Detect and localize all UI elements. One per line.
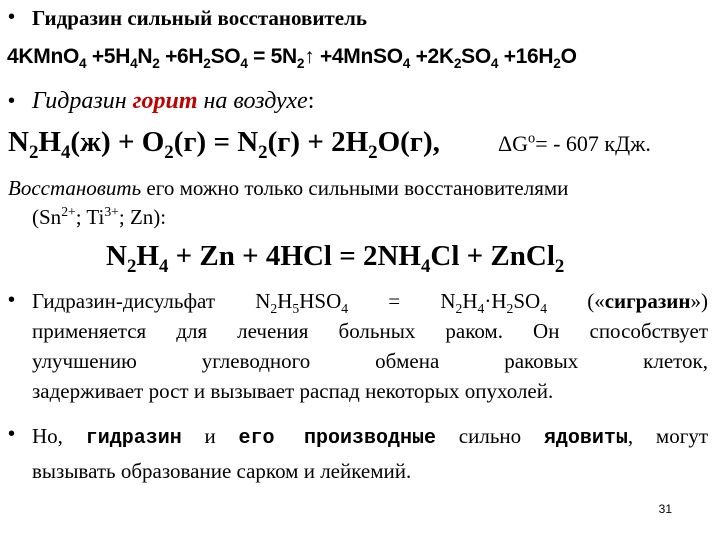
heading-hydrazine-reducer: Гидразин сильный восстановитель	[32, 6, 367, 30]
hydrazine-burns-line: Гидразин горит на воздухе:	[32, 88, 315, 114]
sigrazin-paragraph	[32, 286, 708, 406]
burns-highlight: горит	[132, 88, 198, 114]
bullet: •	[8, 90, 16, 112]
bullet: •	[8, 423, 16, 445]
restore-line: Восстановить его можно только сильными восстановителями	[8, 176, 569, 200]
page-number: 31	[658, 502, 672, 516]
reducers-list: ($Sn^{2+}$; $Ti^{3+}$; Zn):	[32, 204, 167, 229]
equation-zinc: $N_2H_4 + Zn + 4HCl = 2NH_4Cl$ + ZnCl$_2$	[106, 240, 565, 277]
para1-line3: улучшению углеводного обмена раковых клеток,	[32, 349, 708, 373]
para2-line2: вызывать образование сарком и лейкемий.	[32, 459, 412, 483]
bullet: •	[8, 6, 16, 28]
up-arrow-icon: ↑	[304, 45, 315, 68]
para1-line2: применяется для лечения больных раком. Он способствует	[32, 319, 708, 343]
equation-kmno4: 4KMnO$_4$ $+5H_4N_2 +6H_2SO_4$ = $5N_2↑$ +4MnSO$_4$ $+2K_2SO_4 +16H_2O$	[7, 45, 577, 72]
equation-combustion: $N_2H_4(ж) + O_2(г) = N_2(г) + 2H_2O(г)$,	[8, 126, 440, 163]
gibbs-energy: $\Delta G^o= - 607$ кДж.	[498, 130, 651, 156]
bullet: •	[8, 289, 16, 311]
para1-line1: Гидразин-дисульфат $N_2H_5HSO_4 = N_2H_4\cdot H_2SO_4$ («сигразин»)	[32, 289, 708, 317]
toxicity-paragraph	[32, 420, 708, 487]
para1-line4: задерживает рост и вызывает распад некоторых опухолей.	[32, 379, 554, 403]
para2-line1: Но, гидразин и его производные сильно ядовиты, могут	[32, 424, 708, 450]
